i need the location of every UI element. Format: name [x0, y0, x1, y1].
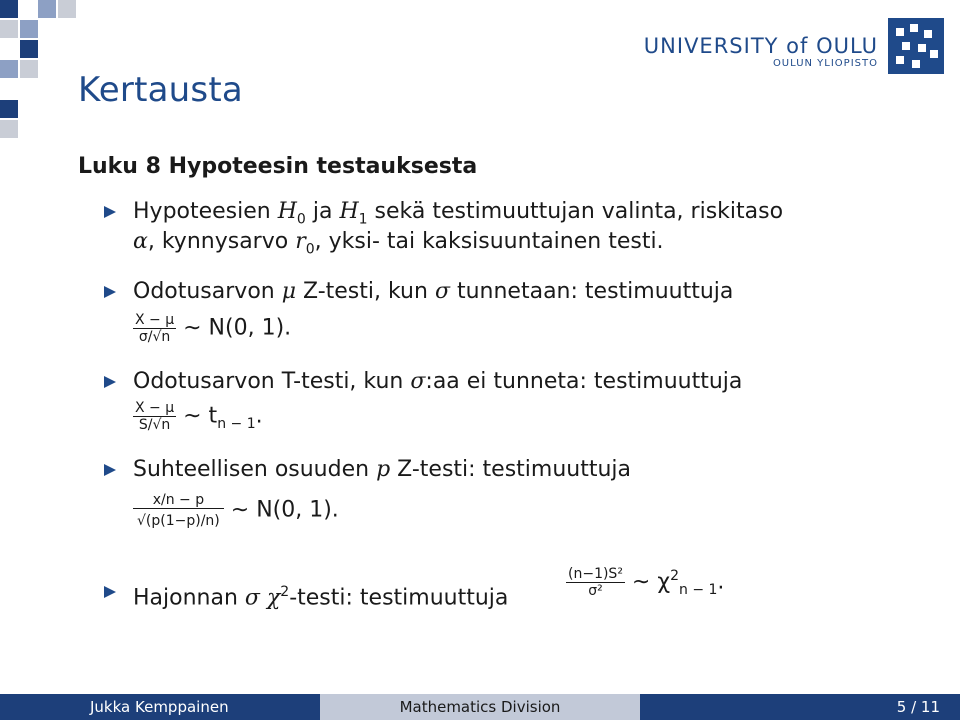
deco-square	[38, 0, 56, 18]
math-chi: χ	[266, 585, 281, 611]
text: :aa ei tunneta: testimuuttuja	[425, 369, 743, 394]
fraction-denominator: σ/√n	[138, 329, 171, 345]
deco-square	[20, 40, 38, 58]
text: Z-testi: testimuuttuja	[390, 457, 632, 482]
subscript: 0	[305, 241, 315, 258]
math-sigma: σ	[244, 585, 260, 611]
fraction-denominator: S/√n	[138, 417, 171, 433]
formula-t-test	[133, 400, 263, 433]
math-alpha: α	[133, 229, 148, 254]
fraction-denominator: σ²	[588, 583, 603, 599]
list-item-t-test	[133, 368, 742, 396]
section-heading: Luku 8 Hypoteesin testauksesta	[78, 154, 478, 179]
text: Hajonnan	[133, 585, 245, 611]
fraction-numerator: x/n − p	[133, 492, 224, 509]
text: Odotusarvon	[133, 279, 282, 304]
deco-square	[0, 120, 18, 138]
frame-title: Kertausta	[78, 70, 243, 110]
university-logo-icon	[888, 18, 944, 74]
footer-author: Jukka Kemppainen	[0, 694, 320, 720]
bullet-icon	[104, 206, 116, 218]
text: Suhteellisen osuuden	[133, 457, 377, 482]
math-sigma: σ	[434, 279, 450, 304]
logo-sub-text: OULUN YLIOPISTO	[772, 58, 878, 69]
math-p: p	[376, 457, 391, 482]
list-item-proportion-test	[133, 456, 631, 484]
fraction-numerator: (n−1)S²	[568, 566, 623, 582]
bullet-icon	[104, 376, 116, 388]
list-item-hypotheses-line2	[133, 228, 664, 263]
university-logo-text	[644, 34, 878, 69]
deco-square	[0, 100, 18, 118]
subscript: n − 1	[217, 415, 256, 432]
formula-proportion-test	[133, 492, 339, 529]
list-item-variance-test	[133, 578, 508, 612]
deco-square	[0, 60, 18, 78]
text: Z-testi, kun	[296, 279, 435, 304]
formula-rhs: ∼ N(0, 1).	[223, 497, 339, 523]
deco-square	[0, 0, 18, 18]
logo-main-text: UNIVERSITY of OULU	[643, 34, 878, 58]
bullet-icon	[104, 464, 116, 476]
formula-rhs: ∼ N(0, 1).	[176, 315, 292, 341]
list-item-z-test	[133, 278, 733, 306]
formula-variance-test	[566, 566, 724, 599]
text: .	[255, 403, 263, 429]
deco-square	[20, 20, 38, 38]
superscript: 2	[670, 568, 679, 585]
text: ja	[305, 199, 340, 224]
text: -testi: testimuuttuja	[289, 585, 509, 611]
math-sigma: σ	[410, 369, 426, 394]
subscript: 1	[358, 211, 368, 228]
formula-rhs: ∼ t	[176, 403, 218, 429]
footer-bar	[0, 694, 960, 720]
fraction-denominator: √(p(1−p)/n)	[137, 513, 220, 529]
fraction-numerator: X − μ	[135, 312, 175, 328]
subscript: 0	[296, 211, 306, 228]
text: Hypoteesien	[133, 199, 278, 224]
bullet-icon	[104, 586, 116, 598]
text: sekä testimuuttujan valinta, riskitaso	[367, 199, 784, 224]
text: Odotusarvon T-testi, kun	[133, 369, 411, 394]
text: tunnetaan: testimuuttuja	[449, 279, 734, 304]
text: .	[717, 569, 725, 595]
text: , kynnysarvo	[147, 229, 296, 254]
deco-square	[0, 20, 18, 38]
fraction-numerator: X − μ	[135, 400, 175, 416]
formula-rhs: ∼ χ	[624, 569, 671, 595]
math-h1: H	[339, 199, 359, 224]
formula-z-test	[133, 312, 291, 345]
subscript: n − 1	[679, 581, 718, 598]
text: , yksi- tai kaksisuuntainen testi.	[314, 229, 664, 254]
math-mu: μ	[281, 279, 297, 304]
footer-institute: Mathematics Division	[320, 694, 640, 720]
math-r0: r	[295, 229, 306, 254]
deco-square	[20, 60, 38, 78]
math-h0: H	[277, 199, 297, 224]
bullet-icon	[104, 286, 116, 298]
deco-square	[58, 0, 76, 18]
footer-page-number: 5 / 11	[640, 694, 960, 720]
superscript: 2	[280, 584, 290, 600]
